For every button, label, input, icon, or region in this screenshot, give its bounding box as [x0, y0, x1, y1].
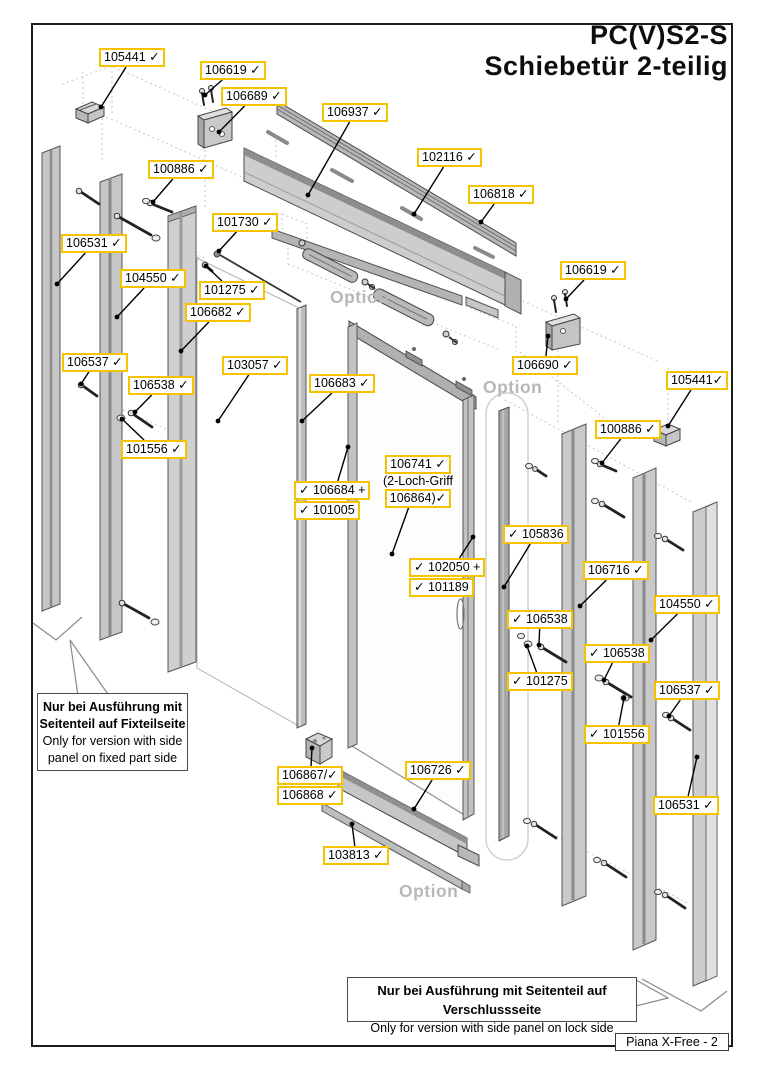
- leader-line-106619-top: [205, 80, 222, 95]
- part-label-text: 106716 ✓: [583, 561, 649, 580]
- leader-line-101730: [219, 232, 236, 251]
- part-label-106726: [405, 761, 471, 780]
- leader-line-105441-right: [668, 390, 691, 426]
- part-label-text: ✓ 106538: [507, 610, 573, 629]
- part-label-106867-106868: [277, 766, 343, 805]
- leader-dot-106684-101005: [346, 445, 351, 450]
- part-label-106537-left: [62, 353, 128, 372]
- part-label-106689: [221, 87, 287, 106]
- part-label-text: 106619 ✓: [560, 261, 626, 280]
- part-label-104550-right: [654, 595, 720, 614]
- leader-dot-106682: [179, 349, 184, 354]
- pointer-brace-left: [33, 617, 110, 697]
- leader-line-100886-left: [153, 179, 173, 202]
- part-label-106818: [468, 185, 534, 204]
- part-label-text: 106741 ✓: [385, 455, 451, 474]
- part-label-106690: [512, 356, 578, 375]
- leader-dot-106690: [546, 334, 551, 339]
- part-label-text: 102116 ✓: [417, 148, 482, 167]
- leader-dot-106741-106864: [390, 552, 395, 557]
- part-label-105441-left: [99, 48, 165, 67]
- part-label-101275-right: [507, 672, 573, 691]
- option-text-3: Option: [399, 881, 459, 901]
- profile-106531-right: [693, 502, 717, 986]
- part-label-106619-right: [560, 261, 626, 280]
- profile-104550-right: [633, 468, 656, 950]
- drawing-title-line2: Schiebetür 2-teilig: [484, 51, 728, 81]
- bracket-106690: [546, 314, 580, 350]
- drawing-title-line1: PC(V)S2-S: [589, 20, 728, 50]
- part-label-text: 103057 ✓: [222, 356, 288, 375]
- part-label-101275-topleft: [199, 281, 265, 300]
- part-label-text: 106531 ✓: [61, 234, 127, 253]
- part-label-text: 106864)✓: [385, 489, 451, 508]
- leader-dot-106689: [217, 130, 222, 135]
- part-label-106538-left: [128, 376, 194, 395]
- leader-line-105441-left: [101, 67, 126, 107]
- part-label-text: 106818 ✓: [468, 185, 534, 204]
- note-left-bold-line2: Seitenteil auf Fixteilseite: [39, 717, 186, 731]
- leader-dot-101275-topleft: [204, 264, 209, 269]
- part-label-106531-right: [653, 796, 719, 815]
- leader-dot-101556-left: [120, 417, 125, 422]
- part-label-text: 106690 ✓: [512, 356, 578, 375]
- part-label-text: ✓ 106684 +: [294, 481, 370, 500]
- leader-dot-106537-left: [79, 382, 84, 387]
- part-label-text: ✓ 101005: [294, 501, 360, 520]
- leader-dot-106531-right: [695, 755, 700, 760]
- part-label-text: ✓ 105836: [503, 525, 569, 544]
- leader-dot-102116: [412, 212, 417, 217]
- part-label-105836: [503, 525, 569, 544]
- part-label-106538-right-1: [507, 610, 573, 629]
- drawing-title: [484, 20, 728, 82]
- part-label-text: 105441✓: [666, 371, 728, 390]
- leader-dot-101275-right: [525, 644, 530, 649]
- part-label-101556-right: [584, 725, 650, 744]
- leader-dot-103813: [350, 822, 355, 827]
- part-label-text: 106683 ✓: [309, 374, 375, 393]
- part-label-103057: [222, 356, 288, 375]
- leader-line-106537-right: [669, 700, 680, 716]
- note-bottom-bold-line1: Nur bei Ausführung mit Seitenteil auf Verschlussseite: [377, 983, 607, 1017]
- part-label-text: 101730 ✓: [212, 213, 278, 232]
- part-label-100886-left: [148, 160, 214, 179]
- leader-line-106684-101005: [338, 447, 348, 481]
- pointer-brace-right: [636, 979, 727, 1011]
- leader-line-106538-left: [135, 395, 152, 412]
- part-label-102050-101189: [409, 558, 485, 597]
- leader-dot-105836: [502, 585, 507, 590]
- leader-dot-101556-right: [622, 696, 627, 701]
- leader-dot-100886-left: [151, 200, 156, 205]
- part-label-text: (2-Loch-Griff: [383, 474, 453, 488]
- leader-line-106619-right: [566, 280, 584, 299]
- leader-dot-106531-left: [55, 282, 60, 287]
- leader-line-101556-left: [122, 419, 144, 440]
- glass-panel-fixed: [197, 258, 299, 726]
- part-label-text: 106726 ✓: [405, 761, 471, 780]
- part-label-text: 105441 ✓: [99, 48, 165, 67]
- part-label-106538-right-2: [584, 644, 650, 663]
- profile-106531-left: [42, 146, 60, 611]
- leader-dot-105441-left: [99, 105, 104, 110]
- part-label-106683: [309, 374, 375, 393]
- part-label-106682: [185, 303, 251, 322]
- profile-106716: [562, 424, 586, 906]
- part-label-text: 106537 ✓: [654, 681, 720, 700]
- option-text-1: Option: [330, 287, 390, 307]
- part-label-text: 101275 ✓: [199, 281, 265, 300]
- bracket-106689: [198, 108, 232, 148]
- part-label-text: 100886 ✓: [148, 160, 214, 179]
- part-label-text: ✓ 101275: [507, 672, 573, 691]
- part-label-text: 104550 ✓: [120, 269, 186, 288]
- footer-series-label: Piana X-Free - 2: [615, 1033, 729, 1051]
- part-label-text: 106689 ✓: [221, 87, 287, 106]
- leader-dot-106726: [412, 807, 417, 812]
- leader-dot-106619-top: [203, 93, 208, 98]
- part-label-103813: [323, 846, 389, 865]
- part-label-102116: [417, 148, 482, 167]
- part-label-text: 106867/✓: [277, 766, 343, 785]
- part-label-text: 106868 ✓: [277, 786, 343, 805]
- part-label-text: 103813 ✓: [323, 846, 389, 865]
- note-fixed-part-side: [37, 693, 188, 771]
- part-label-text: 106538 ✓: [128, 376, 194, 395]
- leader-line-106867-106868: [311, 748, 312, 766]
- leader-line-100886-right: [602, 439, 621, 463]
- part-label-106716: [583, 561, 649, 580]
- part-label-text: 106531 ✓: [653, 796, 719, 815]
- leader-line-106818: [481, 204, 494, 222]
- note-lock-side: [347, 977, 637, 1035]
- part-label-104550-left: [120, 269, 186, 288]
- part-label-101556-left: [121, 440, 187, 459]
- part-label-text: 106537 ✓: [62, 353, 128, 372]
- leader-line-101556-right: [619, 698, 624, 725]
- part-label-106684-101005: [294, 481, 370, 520]
- part-label-text: 100886 ✓: [595, 420, 661, 439]
- leader-dot-101730: [217, 249, 222, 254]
- option-text-2: Option: [483, 377, 543, 397]
- leader-dot-105441-right: [666, 424, 671, 429]
- leader-line-106538-right-1: [539, 629, 540, 645]
- leader-dot-106937: [306, 193, 311, 198]
- leader-dot-104550-left: [115, 315, 120, 320]
- leader-dot-103057: [216, 419, 221, 424]
- note-bottom-line2: Only for version with side panel on lock side: [370, 1021, 614, 1035]
- part-label-text: 106619 ✓: [200, 61, 266, 80]
- part-label-text: 106682 ✓: [185, 303, 251, 322]
- leader-dot-104550-right: [649, 638, 654, 643]
- leader-dot-106619-right: [564, 297, 569, 302]
- part-label-text: ✓ 101556: [584, 725, 650, 744]
- leader-line-106538-right-2: [604, 663, 612, 680]
- leader-dot-106867-106868: [310, 746, 315, 751]
- part-label-106619-top: [200, 61, 266, 80]
- note-left-line4: panel on fixed part side: [47, 751, 178, 765]
- part-label-text: ✓ 101189: [409, 578, 474, 597]
- leader-dot-100886-right: [600, 461, 605, 466]
- note-left-line3: Only for version with side: [42, 734, 183, 748]
- leader-dot-106537-right: [667, 714, 672, 719]
- leader-dot-106538-right-1: [537, 643, 542, 648]
- leader-dot-106716: [578, 604, 583, 609]
- part-label-text: ✓ 102050 +: [409, 558, 485, 577]
- part-label-106537-right: [654, 681, 720, 700]
- leader-dot-102050-101189: [471, 535, 476, 540]
- part-label-text: 101556 ✓: [121, 440, 187, 459]
- part-label-106937: [322, 103, 388, 122]
- part-label-106741-106864: [383, 455, 453, 508]
- part-label-106531-left: [61, 234, 127, 253]
- part-label-text: ✓ 106538: [584, 644, 650, 663]
- note-left-bold-line1: Nur bei Ausführung mit: [42, 700, 183, 714]
- leader-dot-106538-left: [133, 410, 138, 415]
- leader-dot-106538-right-2: [602, 678, 607, 683]
- leader-dot-106818: [479, 220, 484, 225]
- leader-line-106531-left: [57, 253, 85, 284]
- part-label-105441-right: [666, 371, 728, 390]
- leader-dot-106683: [300, 419, 305, 424]
- part-label-text: 106937 ✓: [322, 103, 388, 122]
- part-label-100886-right: [595, 420, 661, 439]
- part-label-text: 104550 ✓: [654, 595, 720, 614]
- part-label-101730: [212, 213, 278, 232]
